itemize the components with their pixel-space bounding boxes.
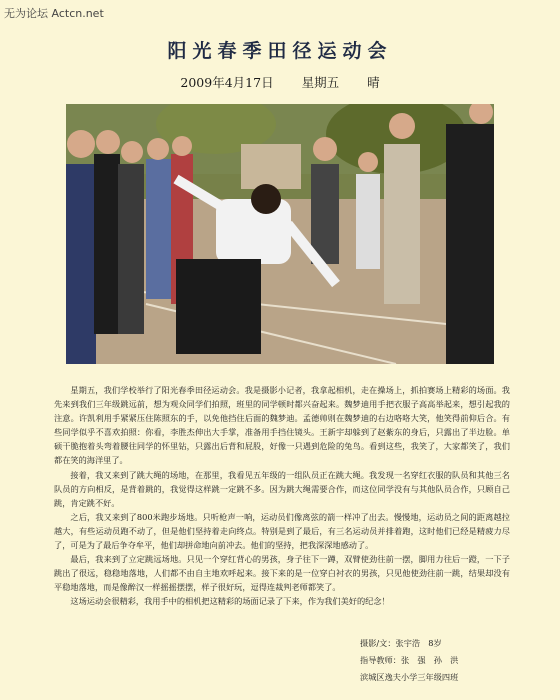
photo-jumper-legs — [176, 259, 261, 354]
date-line — [0, 73, 560, 91]
school-credit: 滨城区逸夫小学三年级四班 — [360, 672, 459, 682]
photo-head — [389, 113, 415, 139]
paragraph: 之后，我又来到了800米跑步场地。只听枪声一响，运动员们像离弦的箭一样冲了出去。慢慢地，运动员之间的距离越拉越大，有些运动员跑不动了，但是他们坚持着走向终点。特别是到了最后，有三名运动员并排着跑，这时他们已经是精疲力尽了，可是为了最后争夺牟平，他们却拼命地向前冲去。他们的坚持，把我深深地感动了。 — [54, 511, 510, 551]
photo-person — [311, 164, 339, 264]
photo-person — [384, 144, 420, 304]
credits — [360, 635, 540, 686]
photo-person — [146, 159, 171, 299]
photo-person — [66, 164, 96, 364]
photo-person — [94, 154, 120, 334]
date-text: 2009年4月17日 — [180, 75, 274, 90]
article-body — [54, 383, 510, 609]
photo-person — [118, 164, 144, 334]
photo-head — [172, 136, 192, 156]
photo-head — [313, 137, 337, 161]
photo-illustration — [66, 104, 494, 364]
photo-head — [121, 141, 143, 163]
page-title: 阳光春季田径运动会 — [167, 40, 393, 62]
paragraph: 接着，我又来到了跳大绳的场地，在那里，我看见五年级的一组队员正在跳大绳。我发现一名穿红衣服的队员和其他三名队员的方向相反，是背着跳的，我觉得这样跳一定跳不多。因为跳大绳需要合作，而这位同学没有与其他队员合作，只顾自己跳，肯定跳不好。 — [54, 469, 510, 508]
photo-head — [358, 152, 378, 172]
photo-person — [356, 174, 380, 269]
photo-jumper-body — [216, 199, 291, 264]
sports-day-photo — [66, 104, 494, 364]
paragraph: 星期五，我们学校举行了阳光春季田径运动会。我是摄影小记者，我拿起相机，走在操场上，抓拍赛场上精彩的场面。我先来到我们三年级跳远前，想为观众同学们拍照，班里的同学顿时都兴奋起来。魏梦迪用手把衣服子高高举起来，想引起我的注意。许凯利用手紧紧压住陈照东的手，以免他挡住后面的魏梦迪。孟德帅则在魏梦迪的右边咯咯大笑，他笑得前仰后合。有些同学似乎不喜欢拍照：你看，李胜杰伸出大手掌，准备用手挡住镜头。王新宇却躲到了赵紫东的身后，只露出了半边脸。单硕干脆抱着头弯着腰往同学的怀里钻，只露出后背和屁股，好像一只遇到危险的兔鸟。看到这些，我笑了，大家都笑了，我们都在笑的海洋里了。 — [54, 385, 510, 466]
photo-head — [67, 130, 95, 158]
teacher-credit: 指导教师：张 强 孙 洪 — [360, 655, 459, 665]
weekday-text: 星期五 — [301, 75, 340, 90]
photo-building — [241, 144, 301, 189]
photo-person — [446, 124, 494, 364]
site-watermark: 无为论坛 Actcn.net — [4, 7, 104, 20]
author-credit: 摄影/文：张宇浩 8岁 — [360, 638, 442, 648]
paragraph: 最后，我来到了立定跳远场地。只见一个穿红背心的男孩，身子往下一蹲，双臂使劲往前一摆，脚用力往后一蹬，一下子跳出了很远，稳稳地落地，人们都不由自主地欢呼起来。接下来的是一位穿白衬衣的男孩，只见他使劲往前一跳，结果却没有平稳地落地，而是像醉汉一样摇摇摆摆，样子很好玩，逗得连裁判老师都笑了。 — [54, 554, 510, 593]
paragraph: 这场运动会很精彩，我用手中的相机把这精彩的场面记录了下来，作为我们美好的纪念！ — [70, 596, 390, 607]
photo-head — [147, 138, 169, 160]
photo-head — [96, 130, 120, 154]
photo-jumper-head — [251, 184, 281, 214]
weather-text: 晴 — [367, 75, 380, 90]
